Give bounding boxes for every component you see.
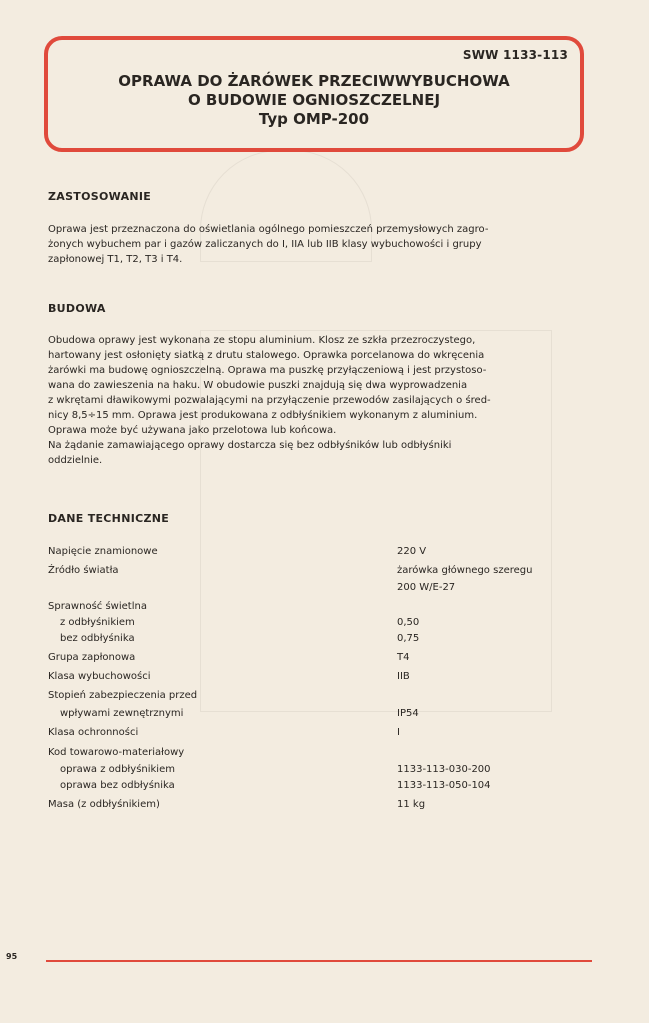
bottom-rule: [46, 960, 592, 962]
section-heading-dane-techniczne: DANE TECHNICZNE: [48, 512, 170, 525]
spec-label: Źródło światła: [48, 565, 119, 576]
section-heading-budowa: BUDOWA: [48, 302, 106, 315]
spec-value: IIB: [397, 671, 410, 682]
text-line: Na żądanie zamawiającego oprawy dostarcza się bez odbłyśników lub odbłyśniki: [48, 440, 452, 451]
spec-value: żarówka głównego szeregu: [397, 565, 533, 576]
text-line: nicy 8,5÷15 mm. Oprawa jest produkowana z odbłyśnikiem wykonanym z aluminium.: [48, 410, 478, 421]
title-line-1: OPRAWA DO ŻARÓWEK PRZECIWWYBUCHOWA: [118, 72, 510, 90]
spec-value: I: [397, 727, 400, 738]
text-line: żarówki ma budowę ognioszczelną. Oprawa ma puszkę przyłączeniową i jest przystoso-: [48, 365, 487, 376]
title-box: [44, 36, 584, 152]
text-line: hartowany jest osłonięty siatką z drutu stalowego. Oprawka porcelanowa do wkręcenia: [48, 350, 485, 361]
paragraph-zastosowanie: [48, 222, 594, 267]
text-line: Oprawa może być używana jako przelotowa lub końcowa.: [48, 425, 337, 436]
text-line: oddzielnie.: [48, 455, 103, 466]
text-line: Obudowa oprawy jest wykonana ze stopu aluminium. Klosz ze szkła przezroczystego,: [48, 335, 476, 346]
title-line-2: O BUDOWIE OGNIOSZCZELNEJ: [187, 91, 441, 109]
document-title: [48, 72, 580, 129]
section-heading-zastosowanie: ZASTOSOWANIE: [48, 190, 152, 203]
spec-value: 11 kg: [397, 799, 426, 810]
spec-value: T4: [397, 652, 410, 663]
paragraph-budowa: [48, 333, 594, 468]
spec-label: oprawa z odbłyśnikiem: [60, 764, 175, 775]
spec-label: wpływami zewnętrznymi: [60, 708, 184, 719]
spec-label: oprawa bez odbłyśnika: [60, 780, 175, 791]
spec-label: Napięcie znamionowe: [48, 546, 158, 557]
spec-value: 1133-113-030-200: [397, 764, 491, 775]
page-number: 95: [6, 952, 18, 961]
spec-value: 0,50: [397, 617, 420, 628]
spec-label: Kod towarowo-materiałowy: [48, 747, 185, 758]
text-line: zapłonowej T1, T2, T3 i T4.: [48, 254, 183, 265]
spec-label: Sprawność świetlna: [48, 601, 147, 612]
document-code: SWW 1133-113: [462, 48, 568, 62]
text-line: Oprawa jest przeznaczona do oświetlania ogólnego pomieszczeń przemysłowych zagro-: [48, 224, 489, 235]
spec-label: Masa (z odbłyśnikiem): [48, 799, 160, 810]
text-line: wana do zawieszenia na haku. W obudowie puszki znajdują się dwa wyprowadzenia: [48, 380, 468, 391]
spec-value: 0,75: [397, 633, 420, 644]
text-line: z wkrętami dławikowymi pozwalającymi na przyłączenie przewodów zasilających o śred-: [48, 395, 491, 406]
spec-value: 200 W/E-27: [397, 582, 456, 593]
spec-value: 220 V: [397, 546, 427, 557]
spec-label: z odbłyśnikiem: [60, 617, 135, 628]
text-line: żonych wybuchem par i gazów zaliczanych do I, IIA lub IIB klasy wybuchowości i grupy: [48, 239, 482, 250]
spec-label: Stopień zabezpieczenia przed: [48, 690, 198, 701]
spec-value: 1133-113-050-104: [397, 780, 491, 791]
title-line-3: Typ OMP-200: [258, 110, 370, 128]
spec-label: Klasa ochronności: [48, 727, 139, 738]
spec-label: Klasa wybuchowości: [48, 671, 151, 682]
spec-label: bez odbłyśnika: [60, 633, 135, 644]
spec-label: Grupa zapłonowa: [48, 652, 136, 663]
spec-value: IP54: [397, 708, 419, 719]
